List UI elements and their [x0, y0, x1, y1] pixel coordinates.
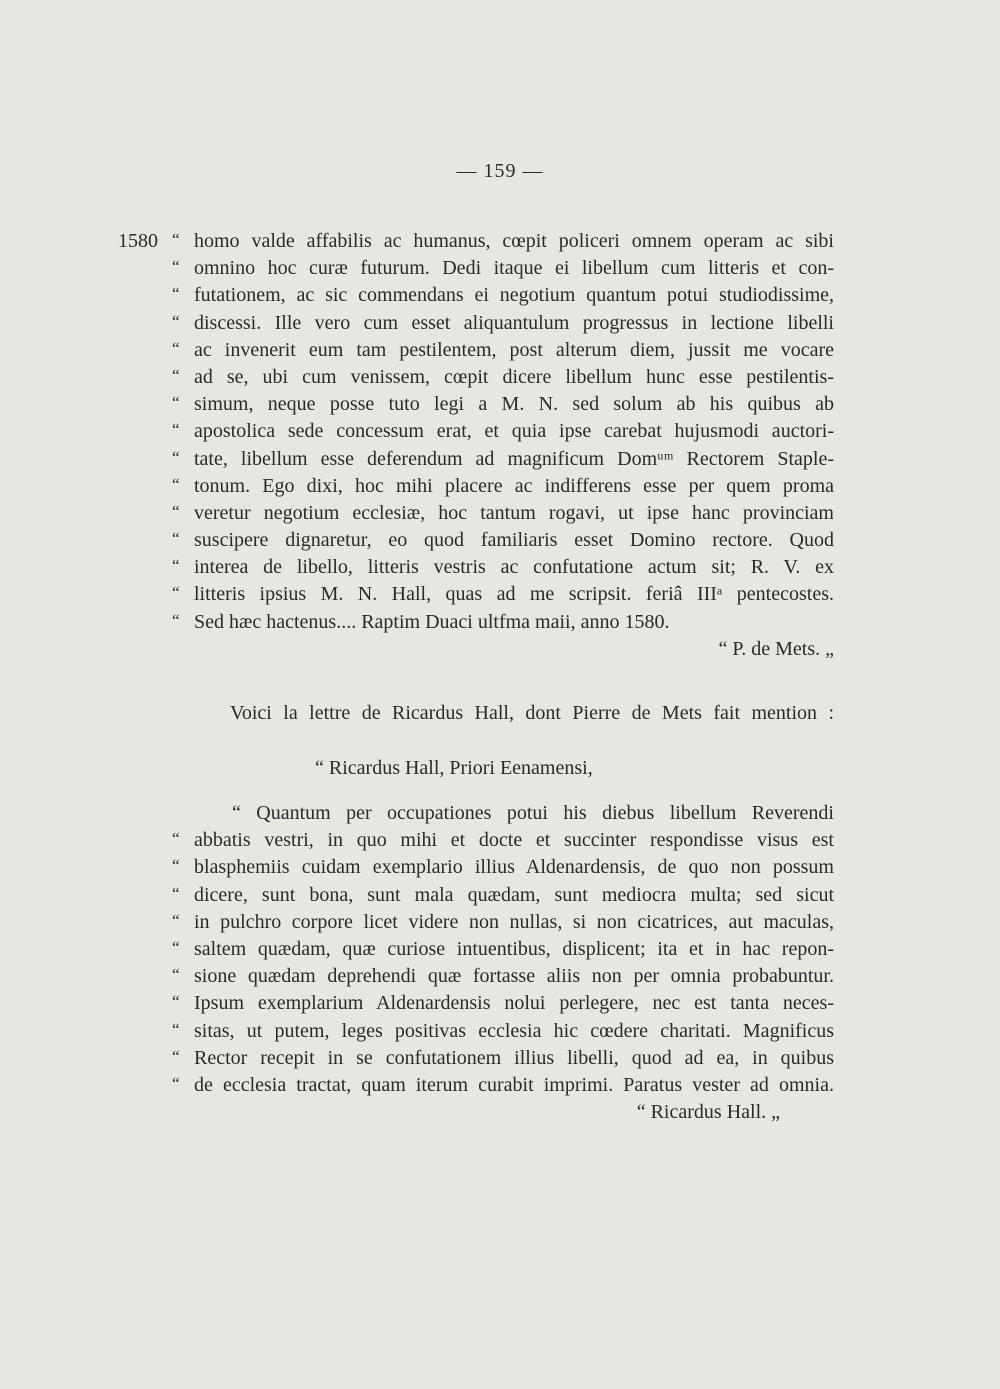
quote-mark: “ — [172, 257, 180, 277]
signature-line — [0, 1099, 1000, 1126]
letter-line — [0, 255, 1000, 282]
letter-line-text: veretur negotium ecclesiæ, hoc tantum rogavi, ut ipse hanc provinciam — [194, 501, 834, 524]
letter-line — [0, 1045, 1000, 1072]
letter-pierre-de-mets — [0, 228, 1000, 663]
quote-mark: “ — [172, 447, 180, 467]
quote-mark: “ — [172, 883, 180, 903]
intro-paragraph: Voici la lettre de Ricardus Hall, dont Pierre de Mets fait mention : — [230, 702, 834, 724]
quote-mark: “ — [172, 856, 180, 876]
letter-line — [0, 337, 1000, 364]
quote-mark: “ — [172, 1046, 180, 1066]
letter-line — [0, 228, 1000, 255]
letter-line — [0, 963, 1000, 990]
letter-line — [0, 609, 1000, 636]
letter-line-text: apostolica sede concessum erat, et quia ipse carebat hujusmodi auctori- — [194, 420, 834, 443]
letter-line-text: in pulchro corpore licet videre non nullas, si non cicatrices, aut maculas, — [194, 910, 834, 933]
letter-line-text: tate, libellum esse deferendum ad magnificum Domᵘᵐ Rectorem Staple- — [194, 447, 834, 470]
letter-line — [0, 364, 1000, 391]
letter-line — [0, 936, 1000, 963]
quote-mark: “ — [172, 1019, 180, 1039]
letter-line-text: Sed hæc hactenus.... Raptim Duaci ultfma maii, anno 1580. — [194, 610, 670, 633]
letter-line-text: ad se, ubi cum venissem, cœpit dicere libellum hunc esse pestilentis- — [194, 365, 834, 388]
signature-pierre-de-mets: “ P. de Mets. „ — [718, 637, 834, 660]
quote-mark: “ — [172, 529, 180, 549]
salutation: “ Ricardus Hall, Priori Eenamensi, — [315, 757, 593, 779]
quote-mark: “ — [172, 556, 180, 576]
letter-line — [0, 909, 1000, 936]
letter-line-text: suscipere dignaretur, eo quod familiaris esset Domino rectore. Quod — [194, 529, 834, 552]
quote-mark: “ — [172, 583, 180, 603]
letter-line-text: ac invenerit eum tam pestilentem, post alterum diem, jussit me vocare — [194, 338, 834, 361]
letter-line — [0, 990, 1000, 1017]
signature-ricardus-hall: “ Ricardus Hall. „ — [636, 1101, 780, 1124]
quote-mark: “ — [172, 284, 180, 304]
letter-line-text: blasphemiis cuidam exemplario illius Aldenardensis, de quo non possum — [194, 856, 834, 879]
letter-line-text: saltem quædam, quæ curiose intuentibus, displicent; ita et in hac repon- — [194, 937, 834, 960]
letter-line — [0, 854, 1000, 881]
letter-line-text: litteris ipsius M. N. Hall, quas ad me scripsit. feriâ IIIᵃ pentecostes. — [194, 583, 834, 606]
quote-mark: “ — [172, 610, 180, 630]
letter-line — [0, 282, 1000, 309]
quote-mark: “ — [172, 992, 180, 1012]
quote-mark: “ — [172, 910, 180, 930]
letter-ricardus-hall — [0, 800, 1000, 1126]
letter-line — [0, 446, 1000, 473]
letter-line-text: tonum. Ego dixi, hoc mihi placere ac indifferens esse per quem proma — [194, 474, 834, 497]
page-number: — 159 — — [456, 160, 544, 182]
quote-mark: “ — [172, 501, 180, 521]
letter-line — [0, 391, 1000, 418]
quote-mark: “ — [172, 338, 180, 358]
letter-line — [0, 554, 1000, 581]
letter-line-text: futationem, ac sic commendans ei negotium quantum potui studiodissime, — [194, 284, 834, 307]
letter-line-text: simum, neque posse tuto legi a M. N. sed solum ab his quibus ab — [194, 393, 834, 416]
quote-mark: “ — [172, 1073, 180, 1093]
quote-mark: “ — [172, 230, 180, 249]
quote-mark: “ — [172, 311, 180, 331]
letter-line — [0, 473, 1000, 500]
quote-mark: “ — [172, 965, 180, 985]
letter-line — [0, 527, 1000, 554]
letter-line-text: abbatis vestri, in quo mihi et docte et succinter respondisse visus est — [194, 829, 834, 852]
letter-line-text: discessi. Ille vero cum esset aliquantulum progressus in lectione libelli — [194, 311, 834, 334]
letter-line — [0, 800, 1000, 827]
letter-line — [0, 581, 1000, 608]
letter-line — [0, 882, 1000, 909]
letter-line — [0, 310, 1000, 337]
quote-mark: “ — [172, 393, 180, 413]
quote-mark: “ — [172, 829, 180, 849]
quote-mark: “ — [172, 474, 180, 494]
letter-line — [0, 418, 1000, 445]
quote-mark: “ — [172, 365, 180, 385]
letter-line-text: sione quædam deprehendi quæ fortasse aliis non per omnia probabuntur. — [194, 965, 834, 988]
letter-line-text: “ Quantum per occupationes potui his diebus libellum Reverendi — [232, 802, 834, 824]
letter-line-text: de ecclesia tractat, quam iterum curabit imprimi. Paratus vester ad omnia. — [194, 1073, 834, 1096]
letter-line — [0, 827, 1000, 854]
letter-line-text: omnino hoc curæ futurum. Dedi itaque ei libellum cum litteris et con- — [194, 257, 834, 280]
letter-line-text: interea de libello, litteris vestris ac confutatione actum sit; R. V. ex — [194, 556, 834, 579]
letter-line — [0, 1072, 1000, 1099]
margin-year: 1580 — [118, 230, 158, 252]
letter-line-text: dicere, sunt bona, sunt mala quædam, sunt mediocra multa; sed sicut — [194, 883, 834, 906]
signature-line — [0, 636, 1000, 663]
letter-line — [0, 1018, 1000, 1045]
letter-line-text: sitas, ut putem, leges positivas ecclesia hic cœdere charitati. Magnificus — [194, 1019, 834, 1042]
letter-line-text: Rector recepit in se confutationem illius libelli, quod ad ea, in quibus — [194, 1046, 834, 1069]
letter-line — [0, 500, 1000, 527]
quote-mark: “ — [172, 937, 180, 957]
letter-line-text: Ipsum exemplarium Aldenardensis nolui perlegere, nec est tanta neces- — [194, 992, 834, 1015]
letter-line-text: homo valde affabilis ac humanus, cœpit policeri omnem operam ac sibi — [194, 230, 834, 252]
quote-mark: “ — [172, 420, 180, 440]
